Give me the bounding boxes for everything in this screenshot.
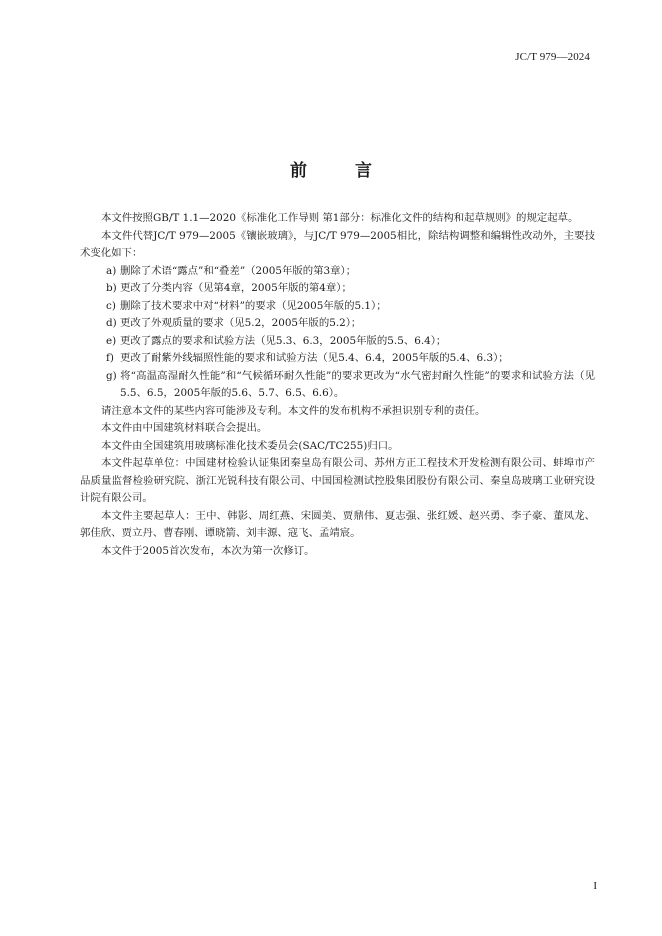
page-number: I bbox=[593, 880, 597, 892]
list-item-change-a bbox=[80, 263, 595, 281]
paragraph-committee: 本文件由全国建筑用玻璃标准化技术委员会(SAC/TC255)归口。 bbox=[101, 439, 399, 452]
list-marker: c) bbox=[106, 299, 116, 312]
list-item-text: 删除了技术要求中对“材料”的要求（见2005年版的5.1）； bbox=[120, 299, 387, 312]
paragraph-drafting-rule: 本文件按照GB/T 1.1—2020《标准化工作导则 第1部分：标准化文件的结构和起草规则》的规定起草。 bbox=[101, 212, 579, 224]
paragraph-history: 本文件于2005首次发布，本次为第一次修订。 bbox=[101, 544, 315, 557]
paragraph-replacement: 本文件代替JC/T 979—2005《镶嵌玻璃》，与JC/T 979—2005相比，除结构调整和编辑性改动外，主要技术变化如下： bbox=[80, 229, 595, 259]
list-item-change-b bbox=[80, 280, 595, 298]
paragraph-proposer: 本文件由中国建筑材料联合会提出。 bbox=[101, 422, 268, 434]
list-item-text: 更改了分类内容（见第4章，2005年版的第4章）； bbox=[120, 282, 352, 294]
list-marker: b) bbox=[106, 282, 117, 294]
list-item-change-d bbox=[80, 315, 595, 333]
list-item-text: 更改了外观质量的要求（见5.2，2005年版的5.2）； bbox=[120, 317, 362, 329]
list-item-text: 将“高温高湿耐久性能”和“气候循环耐久性能”的要求更改为“水气密封耐久性能”的要求和试验方法（见5.5、6.5，2005年版的5.6、5.7、6.5、6.6）。 bbox=[120, 369, 595, 399]
list-marker: f) bbox=[106, 352, 114, 364]
paragraph-drafters: 本文件主要起草人：王中、韩影、周红燕、宋圆美、贾鼎伟、夏志强、张红媛、赵兴勇、李子豪、董凤龙、郭佳欣、贾立丹、曹春刚、谭晓箭、刘丰源、寇飞、孟靖宸。 bbox=[80, 509, 595, 539]
foreword-body bbox=[80, 210, 595, 560]
list-marker: g) bbox=[106, 369, 117, 382]
paragraph-drafting-units: 本文件起草单位：中国建材检验认证集团秦皇岛有限公司、苏州方正工程技术开发检测有限公司、蚌埠市产品质量监督检验研究院、浙江光锐科技有限公司、中国国检测试控股集团股份有限公司、秦皇岛玻璃工业研究设计院有限公司。 bbox=[80, 457, 595, 504]
list-marker: a) bbox=[106, 264, 117, 277]
list-marker: e) bbox=[106, 334, 117, 347]
list-item-text: 删除了术语“露点”和“叠差”（2005年版的第3章）； bbox=[120, 264, 357, 277]
document-code: JC/T 979—2024 bbox=[515, 51, 590, 63]
list-item-text: 更改了露点的要求和试验方法（见5.3、6.3，2005年版的5.5、6.4）； bbox=[120, 334, 447, 347]
section-title: 前言 bbox=[290, 161, 420, 181]
list-item-text: 更改了耐紫外线辐照性能的要求和试验方法（见5.4、6.4，2005年版的5.4、6.3）； bbox=[120, 352, 509, 364]
list-marker: d) bbox=[106, 317, 117, 329]
list-item-change-f bbox=[80, 350, 595, 368]
list-item-change-g bbox=[80, 368, 595, 403]
list-item-change-e bbox=[80, 333, 595, 351]
paragraph-patent-notice: 请注意本文件的某些内容可能涉及专利。本文件的发布机构不承担识别专利的责任。 bbox=[101, 404, 486, 417]
list-item-change-c bbox=[80, 298, 595, 316]
